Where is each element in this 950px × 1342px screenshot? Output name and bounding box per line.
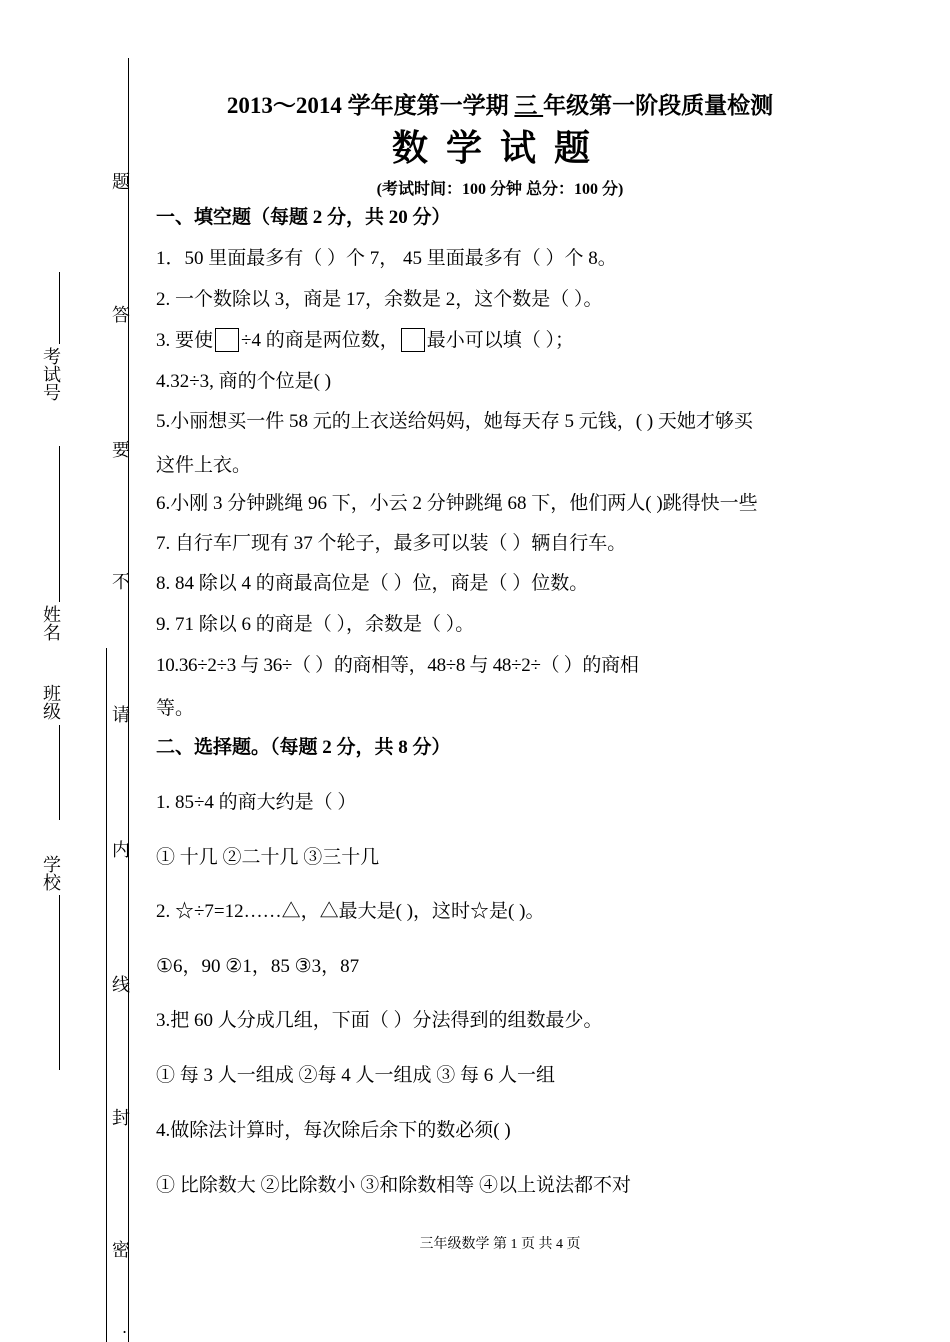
s1-question-9: 9. 71 除以 6 的商是（ ），余数是（ ）。 [156,614,475,635]
seal-char-6: 内 [109,840,130,858]
seal-char-5: 请 [109,705,130,723]
blank-box[interactable] [215,328,239,352]
s1-question-3 [156,325,574,352]
school-blank[interactable] [59,895,60,1070]
s1-question-1: 1．50 里面最多有（ ）个 7， 45 里面最多有（ ）个 8。 [156,248,617,269]
section1-heading: 一、填空题（每题 2 分，共 20 分） [156,207,451,228]
seal-char-1: 题 [109,172,130,190]
binding-dot: . [122,1318,128,1337]
seal-char-4: 不 [109,572,130,590]
page-footer: 三年级数学 第 1 页 共 4 页 [419,1237,581,1252]
s1-question-10-line1: 10.36÷2÷3 与 36÷（ ）的商相等，48÷8 与 48÷2÷（ ）的商相 [156,655,639,676]
blank-box[interactable] [401,328,425,352]
seal-char-2: 答 [109,305,130,323]
s1-question-6: 6.小刚 3 分钟跳绳 96 下，小云 2 分钟跳绳 68 下，他们两人( )跳得快一些 [156,493,758,514]
name-label: 姓名 [40,605,61,641]
s2-question-4-options: ① 比除数大 ②比除数小 ③和除数相等 ④以上说法都不对 [156,1175,632,1196]
s1-question-8: 8. 84 除以 4 的商最高位是（ ）位，商是（ ）位数。 [156,573,589,594]
seal-char-9: 密 [109,1240,130,1258]
s2-question-3-options: ① 每 3 人一组成 ②每 4 人一组成 ③ 每 6 人一组 [156,1065,556,1086]
s1-question-10-line2: 等。 [156,698,195,719]
s2-question-2-options: ①6，90 ②1，85 ③3，87 [156,956,360,977]
school-label: 学校 [40,855,61,891]
subject-title: 数学试题 [391,128,608,169]
s1-q3-part-c: 最小可以填（ ）； [426,330,574,351]
seal-char-7: 线 [109,975,130,993]
exam-title [0,87,950,120]
grade-field: 三 [514,93,544,118]
name-blank[interactable] [59,446,60,602]
title-prefix: 2013～2014 学年度第一学期 [226,93,515,118]
s2-question-3: 3.把 60 人分成几组，下面（ ）分法得到的组数最少。 [156,1010,603,1031]
s2-question-1: 1. 85÷4 的商大约是（ ） [156,792,357,813]
seal-char-8: 封 [109,1108,130,1126]
s2-question-1-options: ① 十几 ②二十几 ③三十几 [156,847,380,868]
s1-question-7: 7. 自行车厂现有 37 个轮子，最多可以装（ ）辆自行车。 [156,533,627,554]
s1-question-5-line1: 5.小丽想买一件 58 元的上衣送给妈妈，她每天存 5 元钱，( ) 天她才够买 [156,411,753,432]
section2-heading: 二、选择题。（每题 2 分，共 8 分） [156,737,451,758]
s2-question-2: 2. ☆÷7=12……△，△最大是( )，这时☆是( )。 [156,901,545,922]
seal-char-3: 要 [109,440,130,458]
s1-question-4: 4.32÷3, 商的个位是( ) [156,371,332,392]
title-suffix: 年级第一阶段质量检测 [543,93,774,118]
binding-line-outer [128,58,129,1342]
s1-question-5-line2: 这件上衣。 [156,455,252,476]
s1-question-2: 2. 一个数除以 3，商是 17，余数是 2，这个数是（ ）。 [156,289,603,310]
exam-info: (考试时间：100 分钟 总分：100 分) [376,181,624,198]
class-blank[interactable] [59,725,60,820]
s1-q3-part-a: 3. 要使 [156,330,214,351]
exam-no-blank[interactable] [59,272,60,344]
s1-q3-part-b: ÷4 的商是两位数， [241,330,399,351]
exam-no-label: 考试号 [40,347,61,401]
class-label: 班级 [40,684,61,720]
s2-question-4: 4.做除法计算时，每次除后余下的数必须( ) [156,1120,511,1141]
